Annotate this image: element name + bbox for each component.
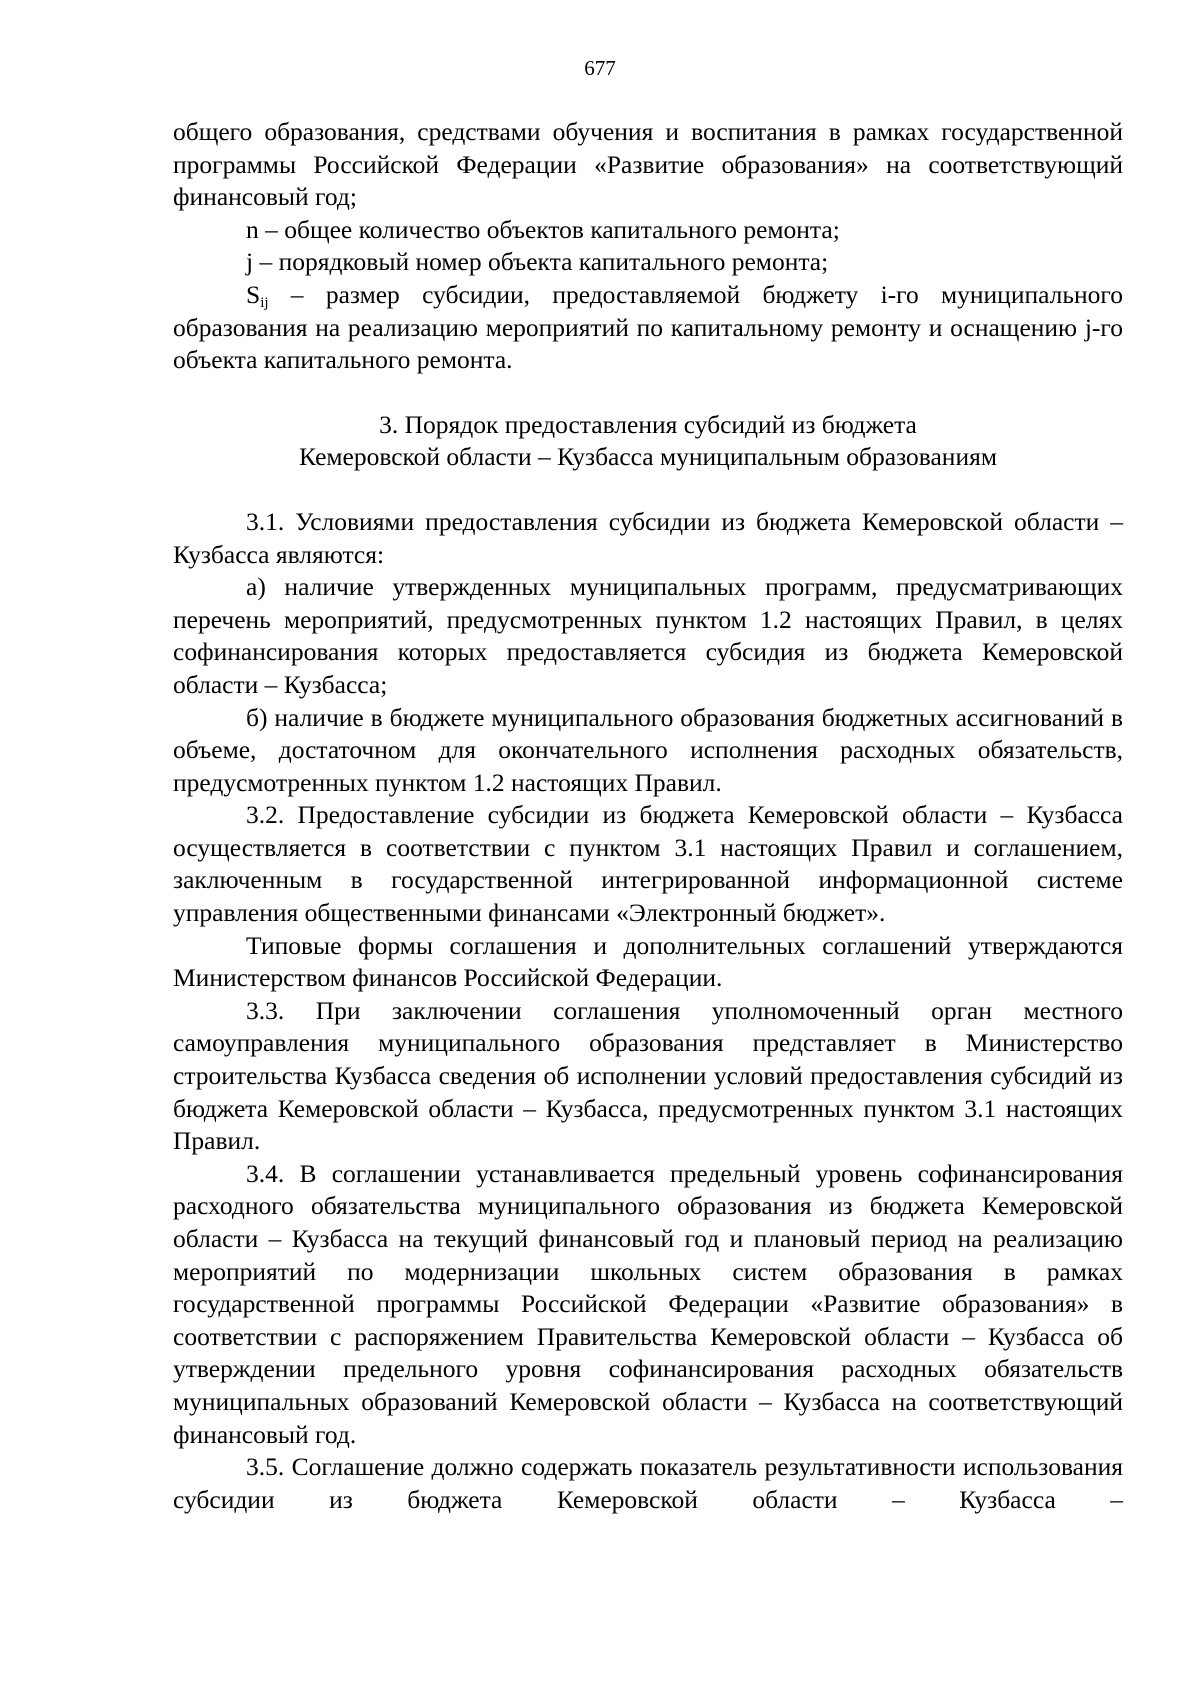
variable-subscript: ij [260, 294, 269, 311]
section-heading-line: 3. Порядок предоставления субсидий из бюджета [379, 409, 917, 439]
document-body [173, 116, 1123, 1516]
paragraph: 3.3. При заключении соглашения уполномоченный орган местного самоуправления муниципального образования представляет в Министерство строительства Кузбасса сведения об исполнении условий предоставления субсидий из бюджета Кемеровской области – Кузбасса, предусмотренных пунктом 3.1 настоящих Правил. [173, 995, 1123, 1156]
paragraph: 3.4. В соглашении устанавливается предельный уровень софинансирования расходного обязательства муниципального образования из бюджета Кемеровской области – Кузбасса на текущий финансовый год и плановый период на реализацию мероприятий по модернизации школьных систем образования в рамках государственной программы Российской Федерации «Развитие образования» в соответствии с распоряжением Правительства Кемеровской области – Кузбасса об утверждении предельного уровня софинансирования расходных обязательств муниципальных образований Кемеровской области – Кузбасса на соответствующий финансовый год. [173, 1158, 1123, 1449]
paragraph: а) наличие утвержденных муниципальных программ, предусматривающих перечень мероприятий, предусмотренных пунктом 1.2 настоящих Правил, в целях софинансирования которых предоставляется субсидия из бюджета Кемеровской области – Кузбасса; [173, 572, 1123, 699]
paragraph: б) наличие в бюджете муниципального образования бюджетных ассигнований в объеме, достаточном для окончательного исполнения расходных обязательств, предусмотренных пунктом 1.2 настоящих Правил. [173, 702, 1123, 797]
section-heading [173, 409, 1123, 474]
page-number: 677 [584, 56, 616, 80]
paragraph: Типовые формы соглашения и дополнительных соглашений утверждаются Министерством финансов Российской Федерации. [173, 930, 1123, 993]
paragraph: 3.5. Соглашение должно содержать показатель результативности использования субсидии из бюджета Кемеровской области – Кузбасса – [173, 1452, 1123, 1514]
paragraph [173, 279, 1123, 377]
paragraph-text: – размер субсидии, предоставляемой бюджету i-го муниципального образования на реализацию мероприятий по капитальному ремонту и оснащению j-го объекта капитального ремонта. [173, 279, 1123, 375]
variable-s: S [246, 279, 261, 309]
section-heading-line: Кемеровской области – Кузбасса муниципальным образованиям [299, 442, 997, 472]
paragraph: 3.1. Условиями предоставления субсидии из бюджета Кемеровской области – Кузбасса являются: [173, 506, 1123, 569]
paragraph: j – порядковый номер объекта капитального ремонта; [246, 247, 829, 277]
paragraph: 3.2. Предоставление субсидии из бюджета Кемеровской области – Кузбасса осуществляется в соответствии с пунктом 3.1 настоящих Правил и соглашением, заключенным в государственной интегрированной информационной системе управления общественными финансами «Электронный бюджет». [173, 800, 1123, 928]
paragraph: n – общее количество объектов капитального ремонта; [246, 214, 840, 244]
paragraph: общего образования, средствами обучения и воспитания в рамках государственной программы Российской Федерации «Развитие образования» на соответствующий финансовый год; [173, 117, 1123, 212]
